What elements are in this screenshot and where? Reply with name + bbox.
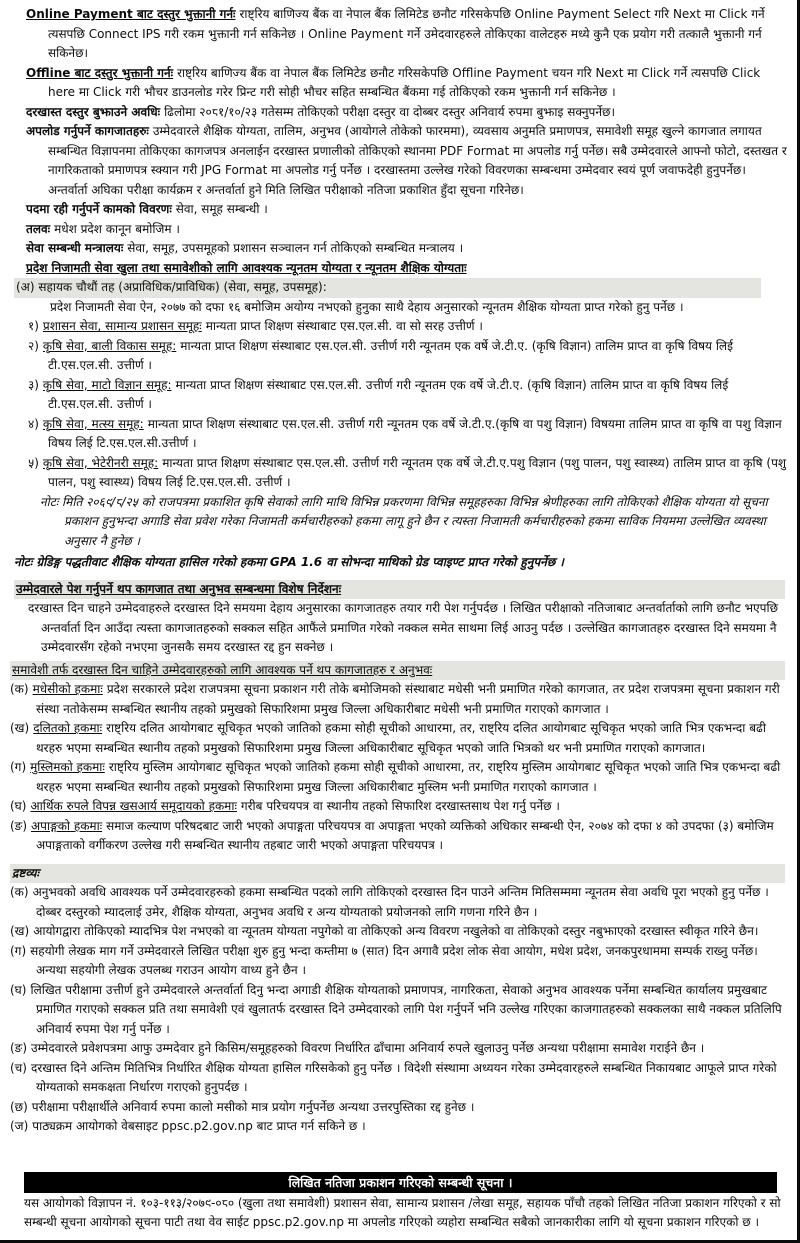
item-letter: (ग) — [10, 760, 27, 774]
item-letter: (च) — [10, 1060, 27, 1075]
item-text: गरीब परिचयपत्र वा स्थानीय तहको सिफारिश दरखास्तसाथ पेश गर्नु पर्नेछ । — [240, 799, 560, 813]
inclusive-item-dalit — [10, 719, 787, 758]
item-number: ४) — [28, 416, 39, 431]
item-text: प्रदेश सरकारले प्रदेश राजपत्रमा सूचना प्रकाशन गरी तोके बमोजिमको संस्थाबाट मधेसी भनी प्रमाणित गरेको कागजात, तर प्रदेश राजपत्रमा सूचना प्रकाशन गरी संस्था नतोकेसम्म सम्बन्धित स्थानीय तहको प्रमुखको सिफारिशमा प्रमुख जिल्ला अधिकारीबाट मधेसी भनी प्रमाणित गराएको कागजात । — [36, 682, 780, 716]
upload-documents-heading: अपलोड गर्नुपर्ने कागजातहरुः — [26, 124, 149, 138]
remarks-item-4 — [10, 981, 787, 1040]
inclusive-documents-header: समावेशी तर्फ दरखास्त दिन चाहिने उम्मेदवारहरुको लागि आवश्यक पर्ने थप कागजातहरु र अनुभवः — [10, 661, 785, 681]
item-letter: (छ) — [10, 1099, 28, 1114]
ministry-paragraph — [26, 239, 787, 259]
item-text: पाठ्यक्रम आयोगको वेबसाइट ppsc.p2.gov.np बाट प्राप्त गर्न सकिने छ । — [32, 1119, 366, 1133]
civil-service-act-line: प्रदेश निजामती सेवा ऐन, २०७७ को दफा १६ बमोजिम अयोग्य नभएको हुनुका साथै देहाय अनुसारको न्यूनतम शैक्षिक योग्यता प्राप्त गरेको हुनु पर्नेछ । — [50, 299, 684, 314]
remarks-item-1 — [10, 883, 787, 922]
inclusive-item-khas-arya — [10, 797, 787, 817]
item-letter: (ङ) — [10, 1041, 28, 1055]
item-letter: (ख) — [10, 924, 30, 938]
qualification-item-3 — [28, 376, 787, 415]
inclusive-item-disabled — [10, 817, 787, 856]
item-category: आर्थिक रुपले विपन्न खसआर्य समूदायको हकमाः — [30, 799, 237, 813]
inclusive-item-madhesi — [10, 680, 787, 719]
item-service-group: प्रशासन सेवा, सामान्य प्रशासन समूहः — [42, 319, 202, 333]
item-letter: (घ) — [10, 982, 27, 997]
online-payment-text: राष्ट्रिय बाणिज्य बैंक वा नेपाल बैंक लिमिटेड छनौट गरिसकेपछि Online Payment Select गरि Next मा Click गर्ने त्यसपछि Connect IPS गरी रकम भुक्तानी गर्न सकिनेछ । Online Payment गर्ने उमेदवारहरुले तोकिएका वालेटहरु मध्ये कुनै एक प्रयोग गरी तत्कालै भुक्तानी गर्न सकिनेछ। — [48, 7, 765, 60]
offline-payment-text: राष्ट्रिय बाणिज्य बैंक वा नेपाल बैंक लिमिटेड छनौट गरिसकेपछि Offline Payment चयन गरि Next मा Click गर्ने त्यसपछि Click here मा Click गरी भौचर डाउनलोड गरेर प्रिन्ट गरी सोही भौचर सहित सम्बन्धित बैंकमा गई तोकिएको रकम भुक्तानी गर्न सकिनेछ । — [48, 65, 761, 99]
item-letter: (क) — [10, 885, 29, 899]
item-number: ३) — [28, 377, 39, 392]
fee-deadline-text: ढिलोमा २०८१/१०/२३ गतेसम्म तोकिएको परीक्षा दस्तुर वा दोब्बर दस्तुर अनिवार्य रुपमा बुझाइ सक्नुपर्नेछ। — [164, 104, 615, 119]
item-category: अपाङ्गको हकमाः — [31, 818, 103, 833]
salary-text: मधेश प्रदेश कानून बमोजिम । — [54, 221, 180, 236]
remarks-item-6 — [10, 1059, 787, 1098]
item-category: दलितको हकमाः — [33, 721, 103, 735]
special-instructions-header: उम्मेदवारले पेश गर्नुपर्ने थप कागजात तथा अनुभव सम्बन्धमा विशेष निर्देशनः — [14, 580, 785, 600]
item-category: मधेसीको हकमाः — [32, 682, 103, 696]
remarks-item-8 — [10, 1117, 787, 1137]
fee-deadline-heading: दरखास्त दस्तुर बुझाउने अवधिः — [26, 104, 161, 119]
job-duties-paragraph — [26, 200, 787, 220]
item-number: २) — [28, 338, 39, 353]
item-text: आयोगद्वारा तोकिएको म्यादभित्र पेश नभएको वा न्यूनतम योग्यता नपुगेको वा तोकिएको अन्य विवरण नखुलेको वा तोकिएको दस्तुर नबुझाएको दरखास्त स्वीकृत गरिने छैन। — [33, 924, 759, 938]
qualification-item-4 — [28, 415, 787, 454]
item-text: मान्यता प्राप्त शिक्षण संस्थाबाट एस.एल.सी. उत्तीर्ण गरी न्यूनतम एक वर्षे जे.टी.ए.(कृषि वा पशु विज्ञान) विषयमा तालिम प्राप्त वा कृषि वा पशु विज्ञान विषय लिई टि.एस.एल.सी.उत्तीर्ण । — [48, 416, 782, 450]
online-payment-paragraph — [26, 5, 787, 64]
remarks-item-2 — [10, 922, 787, 942]
remarks-header: द्रष्टव्यः — [10, 864, 785, 884]
item-text: मान्यता प्राप्त शिक्षण संस्थाबाट एस.एल.सी. वा सो सरह उत्तीर्ण । — [205, 319, 483, 333]
item-service-group: कृषि सेवा, मत्स्य समूह: — [42, 416, 144, 431]
item-text: राष्ट्रिय मुस्लिम आयोगबाट सूचिकृत भएको जातिको हकमा सोही सूचीको आधारमा, तर, राष्ट्रिय मुस्लिम आयोगबाट सूचिकृत भएको जाति भित्र एकभन्दा बढी थरहरु भएमा सम्बन्धित स्थानीय तहको प्रमुखको सिफारिशमा प्रमुख जिल्ला अधिकारीबाट मुस्लिम भनी प्रमाणित गराएको कागजात । — [36, 760, 781, 794]
remarks-item-7 — [10, 1098, 787, 1118]
item-letter: (क) — [10, 682, 29, 696]
item-text: मान्यता प्राप्त शिक्षण संस्थाबाट एस.एल.सी. उत्तीर्ण गरी न्यूनतम एक वर्षे जे.टी.ए.पशु विज्ञान (पशु पालन, पशु स्वास्थ्य) तालिम प्राप्त वा कृषि (पशु पालन, पशु स्वास्थ्य) विषय लिई टि.एस.एल.सी. उत्तीर्ण । — [48, 455, 787, 489]
special-instructions-paragraph: दरखास्त दिन चाहने उम्मेदवाहरुले दरखास्त दिने समयमा देहाय अनुसारका कागजातहरु तयार गरी पेश गर्नुपर्दछ । लिखित परीक्षाको नतिजाबाट अन्तर्वार्ताको लागि छनौट भएपछि अन्तर्वार्ता दिन आउँदा त्यस्ता कागजातहरुको सक्कल सहित आफैंले प्रमाणित गरेको नक्कल समेत साथमा लिई आउनु पर्दछ । उल्लेखित कागजातहरु दरखास्त दिने समयमा नै उम्मेदवारसँग रहेको नभएमा जुनसकै समय दरखास्त रद्द हुन सक्नेछ । — [28, 601, 778, 654]
written-result-paragraph: यस आयोगको विज्ञापन नं. १०३-११३/२०७९-०८० (खुला तथा समावेशी) प्रशासन सेवा, सामान्य प्रशासन /लेखा समूह, सहायक पाँचौ तहको लिखित नतिजा प्रकाशन गरिएको र सो सम्बन्धी सूचना आयोगको सूचना पाटी तथा वेव साईट ppsc.p2.gov.np मा अपलोड गरिएको व्यहोरा सम्बन्धित सबैको जानकारीका लागि यो सूचना प्रकाशन गरिएको छ । — [24, 1195, 781, 1229]
fee-deadline-paragraph — [26, 103, 787, 123]
item-text: समाज कल्याण परिषदबाट जारी भएको अपाङ्गता परिचयपत्र वा अपाङ्गता भएको व्यक्तिको अधिकार सम्बन्धी ऐन, २०७४ को दफा ४ को उपदफा (३) बमोजिम अपाङ्गताको वर्गीकरण उल्लेख गरी सम्बन्धित स्थानीय तहबाट जारी भएको अपाङ्गता परिचयपत्र । — [36, 818, 774, 852]
item-letter: (घ) — [10, 799, 27, 813]
item-text: मान्यता प्राप्त शिक्षण संस्थाबाट एस.एल.सी. उत्तीर्ण गरी न्यूनतम एक वर्षे जे.टी.ए. (कृषि विज्ञान) तालिम प्राप्त वा कृषि विषय लिई टी.एस.एल.सी. उत्तीर्ण । — [48, 338, 733, 372]
offline-payment-paragraph — [26, 64, 787, 103]
item-text: मान्यता प्राप्त शिक्षण संस्थाबाट एस.एल.सी. उत्तीर्ण गरी न्यूनतम एक वर्षे जे.टी.ए. (कृषि विज्ञान) तालिम प्राप्त वा कृषि विषय लिई टी.एस.एल.सी. उत्तीर्ण । — [48, 377, 729, 411]
offline-payment-heading: Offline बाट दस्तुर भुक्तानी गर्नः — [26, 65, 174, 80]
item-text: अनुभवको अवधि आवश्यक पर्ने उम्मेदवारहरुको हकमा सम्बन्धित पदको लागि तोकिएको दरखास्त दिन पाउने अन्तिम मितिसम्ममा न्यूनतम सेवा अवधि पूरा भएको हुनु पर्नेछ । दोब्बर दस्तुरको म्यादलाई उमेर, शैक्षिक योग्यता, अनुभव अवधि र अन्य योग्यताको प्रयोजनको लागि गणना गरिने छैन । — [32, 885, 769, 919]
item-service-group: कृषि सेवा, बाली विकास समूह: — [42, 338, 177, 353]
job-duties-heading: पदमा रही गर्नुपर्ने कामको विवरणः — [26, 202, 172, 216]
ministry-heading: सेवा सम्बन्धी मन्त्रालयः — [26, 241, 124, 255]
gpa-note: नोटः ग्रेडिङ्ग पद्धतीवाट शैक्षिक योग्यता हासिल गरेको हकमा GPA 1.6 वा सोभन्दा माथिको ग्रेड प्वाइण्ट प्राप्त गरेको हुनुपर्नेछ । — [14, 555, 564, 569]
item-letter: (ज) — [10, 1119, 29, 1133]
online-payment-heading: Online Payment बाट दस्तुर भुक्तानी गर्नः — [26, 7, 236, 21]
item-letter: (ङ) — [10, 818, 28, 833]
item-text: दरखास्त दिने अन्तिम मितिभित्र निर्धारित शैक्षिक योग्यता हासिल गरिसकेको हुनु पर्नेछ । विदेशी संस्थामा अध्ययन गरेका उम्मेदवारहरुले सम्बन्धित निकायबाट आफूले प्राप्त गरेको योग्यताको समकक्षता निर्धारण गराएको हुनुपर्दछ । — [30, 1060, 777, 1094]
inclusive-item-muslim — [10, 758, 787, 797]
remarks-item-3 — [10, 942, 787, 981]
item-number: १) — [28, 319, 39, 333]
assistant-level-line: (अ) सहायक चौथौं तह (अप्राविधिक/प्राविधिक) (सेवा, समूह, उपसमूह): — [14, 278, 761, 298]
job-duties-text: सेवा, समूह सम्बन्धी । — [175, 202, 268, 216]
item-text: राष्ट्रिय दलित आयोगबाट सूचिकृत भएको जातिको हकमा सोही सूचीको आधारमा, तर, राष्ट्रिय दलित आयोगबाट सूचिकृत भएको जाति भित्र एकभन्दा बढी थरहरु भएमा सम्बन्धित स्थानीय तहको प्रमुखको सिफारिशमा प्रमुख जिल्ला अधिकारीबाट सूचिकृत भएको जाति भित्रको थर भनी प्रमाणित गराएको कागजात। — [36, 721, 766, 755]
written-result-notice-bar: लिखित नतिजा प्रकाशन गरिएको सम्बन्धी सूचना । — [24, 1172, 777, 1193]
item-number: ५) — [28, 455, 39, 470]
upload-documents-paragraph — [26, 122, 787, 200]
item-text: सहयोगी लेखक माग गर्ने उम्मेदवारले लिखित परीक्षा शुरु हुनु भन्दा कम्तीमा ७ (सात) दिन अगावै प्रदेश लोक सेवा आयोग, मधेश प्रदेश, जनकपुरधाममा सम्पर्क राख्नु पर्नेछ। अन्यथा सहयोगी लेखक उपलब्ध गराउन आयोग वाध्य हुने छैन । — [30, 943, 758, 977]
remarks-item-5 — [10, 1039, 787, 1059]
item-service-group: कृषि सेवा, माटो विज्ञान समूह: — [42, 377, 172, 392]
ministry-text: सेवा, समूह, उपसमूहको प्रशासन सञ्चालन गर्न तोकिएको सम्बन्धित मन्त्रालय । — [127, 241, 464, 255]
item-category: मुस्लिमको हकमाः — [30, 760, 105, 774]
qualification-item-1 — [28, 317, 787, 337]
item-service-group: कृषि सेवा, भेटेरीनरी समूह: — [42, 455, 159, 470]
minimum-qualification-header: प्रदेश निजामती सेवा खुला तथा समावेशीको लागि आवश्यक न्यूनतम योग्यता र न्यूनतम शैक्षिक योग्यताः — [26, 260, 467, 275]
upload-documents-text: उम्मेदवारले शैक्षिक योग्यता, तालिम, अनुभव (आयोगले तोकेको फारममा), व्यवसाय अनुमति प्रमाणपत्र, समावेशी समूह खुल्ने कागजात लगायत सम्बन्धित विज्ञापनमा तोकिएका कागजपत्र अनलाईन दरखास्त प्रणालीको तोकिएको स्थानमा PDF Format मा अपलोड गर्नु पर्नेछ। सबै उम्मेदवारले आफ्नो फोटो, दस्तखत र नागरिकताको प्रमाणपत्र स्क्यान गरी JPG Format मा अपलोड गर्नु पर्नेछ । दरखास्तमा उल्लेख गरेको विवरणका सम्बन्धमा उम्मेदवार स्वयं पूर्ण जवाफदेही हुनुपर्नेछ। अन्तर्वार्ता अघिका परीक्षा कार्यक्रम र अन्तर्वार्ता हुने मिति लिखित परीक्षाको नतिजा प्रकाशित हुँदा सूचना गरिनेछ। — [48, 124, 787, 197]
salary-heading: तलवः — [26, 221, 51, 236]
salary-paragraph — [26, 220, 787, 240]
item-text: लिखित परीक्षामा उत्तीर्ण हुने उम्मेदवारले अन्तर्वार्ता दिनु भन्दा अगाडी शैक्षिक योग्यताको प्रमाणपत्र, नागरिकता, सेवाको अनुभव आवश्यक पर्नेमा सम्बन्धित कार्यालय प्रमुखबाट प्रमाणित गराएको सक्कल प्रति तथा समावेशी एवं खुलातर्फ दरखास्त दिने उम्मेदवारको लागि पेश गर्नुपर्ने भनि उल्लेख गरिएका काजगातहरुको सक्कलका साथै नक्कल प्रतिलिपि अनिवार्य रुपमा पेश गर्नु पर्नेछ । — [30, 982, 782, 1036]
qualification-item-2 — [28, 337, 787, 376]
qualification-item-5 — [28, 454, 787, 493]
gazette-note: नोटः मिति २०६९/८/२५ को राजपत्रमा प्रकाशित कृषि सेवाको लागि माथि विभिन्न प्रकरणमा विभिन्न समूहहरुका विभिन्न श्रेणीहरुका लागि तोकिएको शैक्षिक योग्यता यो सूचना प्रकाशन हुनुभन्दा अगाडि सेवा प्रवेश गरेका निजामती कर्मचारीहरुको हकमा लागू हुने छैन र त्यस्ता निजामती कर्मचारीहरुको हकमा साविक नियममा उल्लेखित व्यवस्था अनुसार नै हुनेछ । — [40, 494, 768, 548]
item-letter: (ग) — [10, 943, 27, 958]
item-text: परीक्षामा परीक्षार्थीले अनिवार्य रुपमा कालो मसीको मात्र प्रयोग गर्नुपर्नेछ अन्यथा उत्तरपुस्तिका रद्द हुनेछ । — [31, 1099, 475, 1114]
item-text: उम्मेदवारले प्रवेशपत्रमा आफु उम्मदेवार हुने किसिम/समूहहरुको विवरण निर्धारित ढाँचामा अनिवार्य रुपले खुलाउनु पर्नेछ अन्यथा परीक्षामा समावेश गराईने छैन । — [31, 1041, 705, 1055]
item-letter: (ख) — [10, 721, 30, 735]
